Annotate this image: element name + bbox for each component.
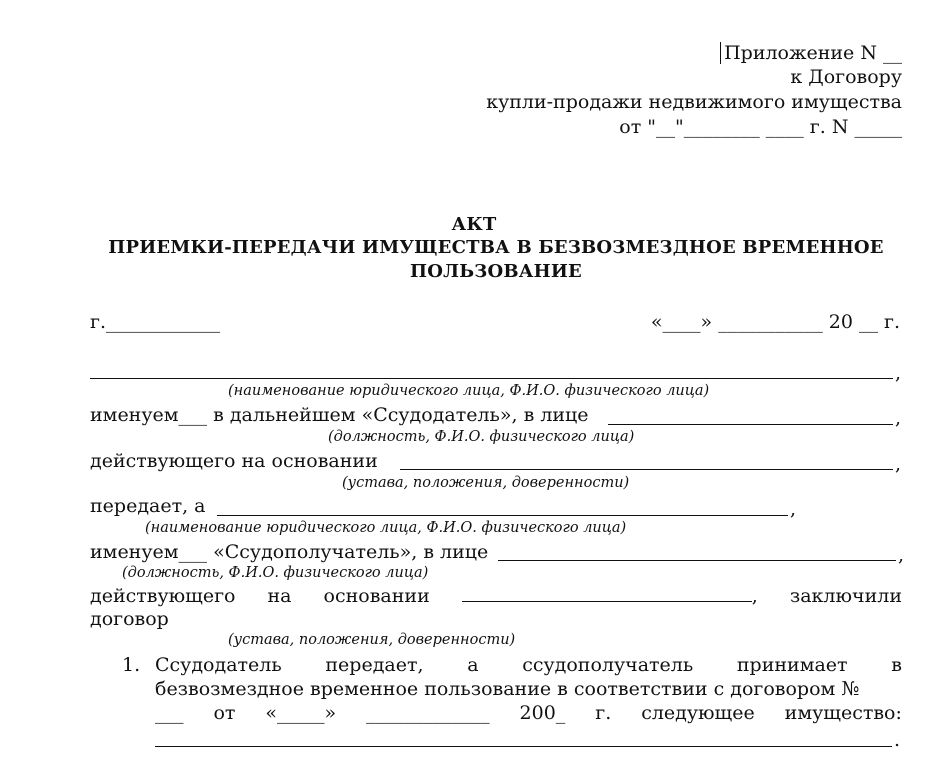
comma: , <box>790 498 797 520</box>
basis2-row <box>90 587 902 606</box>
word: 200_ <box>519 702 566 724</box>
word: принимает <box>736 654 848 676</box>
appendix-contract: к Договору <box>790 66 902 88</box>
hint-borrower-name: (наименование юридического лица, Ф.И.О. физического лица) <box>145 520 627 536</box>
org-name-blank <box>90 378 893 379</box>
word: _____________ <box>366 702 490 724</box>
word: на <box>267 585 292 607</box>
appendix-date: от "__"________ ____ г. N _____ <box>619 116 902 138</box>
blank-line <box>462 600 752 602</box>
comma: , <box>895 453 902 475</box>
transfers-text: передает, а <box>90 495 212 517</box>
basis-text: действующего на основании <box>90 450 384 472</box>
property-blank <box>155 746 892 747</box>
basis-blank <box>400 469 893 470</box>
comma: , <box>895 362 902 384</box>
word: в <box>891 654 902 676</box>
lender-text: именуем___ в дальнейшем «Ссудодатель», в лице <box>90 404 595 426</box>
hint-position: (должность, Ф.И.О. физического лица) <box>328 429 635 445</box>
city-field: г.____________ <box>90 311 220 333</box>
borrower-text: именуем___ «Ссудополучатель», в лице <box>90 541 495 563</box>
word: г. <box>595 702 612 724</box>
word: передает, <box>325 654 424 676</box>
hint-basis2: (устава, положения, доверенности) <box>228 632 516 648</box>
appendix-contract-type: купли-продажи недвижимого имущества <box>486 91 902 113</box>
word: имущество: <box>784 702 902 724</box>
hint-basis: (устава, положения, доверенности) <box>342 475 630 491</box>
hint-borrower-position: (должность, Ф.И.О. физического лица) <box>122 565 429 581</box>
comma: , <box>898 544 905 566</box>
title-act: АКТ <box>451 214 497 235</box>
word: Ссудодатель <box>155 654 282 676</box>
word: а <box>467 654 479 676</box>
comma: , <box>751 585 758 607</box>
hint-org-name: (наименование юридического лица, Ф.И.О. физического лица) <box>228 383 710 399</box>
date-field: «____» ___________ 20 __ г. <box>650 311 900 333</box>
appendix-number: Приложение N __ <box>724 42 902 64</box>
clause1-line3 <box>155 704 902 723</box>
word: ___ <box>155 702 184 724</box>
clause1-line2: безвозмездное временное пользование в соответствии с договором № <box>155 678 860 700</box>
word: «_____» <box>265 702 337 724</box>
basis2-blank <box>462 587 758 606</box>
title-line3: ПОЛЬЗОВАНИЕ <box>410 261 582 282</box>
word: заключили <box>789 585 902 607</box>
comma: , <box>895 407 902 429</box>
lender-rep-blank <box>608 424 893 425</box>
end-dot: . <box>894 729 901 751</box>
word: следующее <box>641 702 755 724</box>
clause-number: 1. <box>122 654 141 676</box>
word: ссудополучатель <box>522 654 694 676</box>
text-cursor <box>720 42 721 64</box>
borrower-name-blank <box>217 515 788 516</box>
clause1-line1 <box>155 656 902 675</box>
basis2-line2: договор <box>90 608 169 630</box>
title-line2: ПРИЕМКИ-ПЕРЕДАЧИ ИМУЩЕСТВА В БЕЗВОЗМЕЗДНОЕ ВРЕМЕННОЕ <box>108 237 884 258</box>
word: от <box>213 702 236 724</box>
word: действующего <box>90 585 236 607</box>
word: основании <box>323 585 430 607</box>
borrower-rep-blank <box>498 560 896 561</box>
